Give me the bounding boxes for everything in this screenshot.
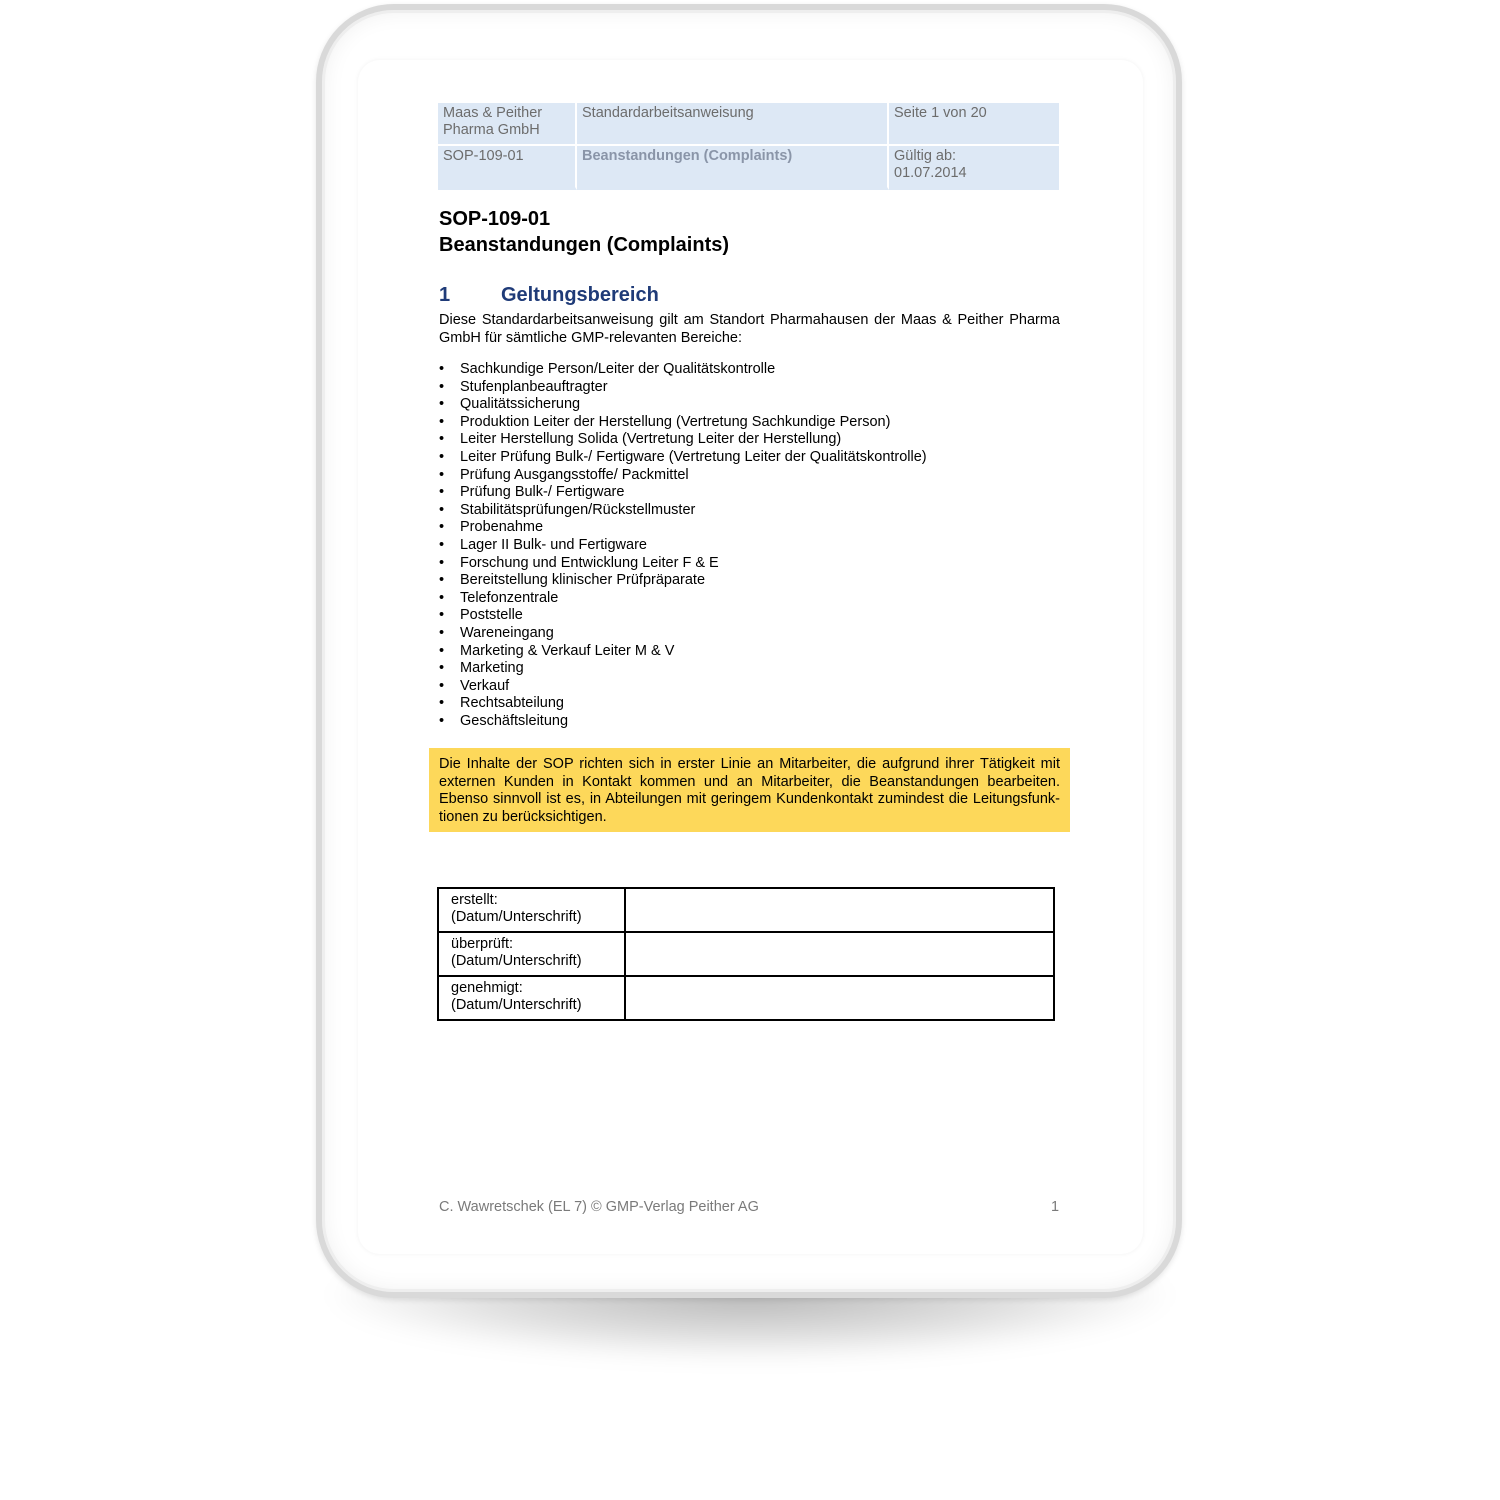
list-item-text: Prüfung Ausgangsstoffe/ Packmittel — [460, 466, 689, 483]
section-title: Geltungsbereich — [501, 284, 659, 306]
header-valid-date: 01.07.2014 — [894, 165, 967, 181]
highlight-note — [429, 748, 1070, 832]
signature-label: erstellt: — [451, 892, 498, 908]
note-line: Ebenso sinnvoll ist es, in Abteilungen mit geringem Kundenkontakt zumindest die Leitungsfunk- — [439, 791, 1060, 807]
list-item-text: Leiter Prüfung Bulk-/ Fertigware (Vertretung Leiter der Qualitätskontrolle) — [460, 448, 927, 465]
list-item-text: Wareneingang — [460, 624, 554, 641]
list-item-text: Sachkundige Person/Leiter der Qualitätskontrolle — [460, 361, 776, 377]
list-item-text: Poststelle — [460, 607, 523, 624]
signature-row — [438, 976, 1054, 1020]
signature-label-cell — [438, 976, 625, 1020]
bullet-icon: • — [439, 589, 445, 606]
bullet-icon: • — [439, 378, 445, 395]
list-item — [439, 449, 927, 467]
list-item-text: Lager II Bulk- und Fertigware — [460, 536, 647, 553]
list-item-text: Telefonzentrale — [460, 589, 559, 606]
bullet-icon: • — [439, 572, 445, 589]
header-page: Seite 1 von 20 — [889, 103, 1059, 146]
document-header-table — [438, 103, 1059, 190]
signature-field[interactable] — [625, 888, 1054, 932]
section-intro: Diese Standardarbeitsanweisung gilt am Standort Pharmahausen der Maas & Peither Pharma GmbH für sämtliche GMP-relevanten Bereiche: — [439, 312, 1060, 346]
bullet-icon: • — [439, 466, 445, 483]
bullet-icon: • — [439, 448, 445, 465]
bullet-icon: • — [439, 677, 445, 694]
list-item — [439, 678, 927, 696]
bullet-icon: • — [439, 484, 445, 501]
note-line: externen Kunden in Kontakt kommen und an Mitarbeiter, die Beanstandungen bearbeiten. — [439, 773, 1060, 790]
bullet-icon: • — [439, 361, 445, 377]
bullet-icon: • — [439, 695, 445, 712]
list-item-text: Leiter Herstellung Solida (Vertretung Leiter der Herstellung) — [460, 431, 842, 448]
scope-list — [439, 361, 927, 730]
header-company: Maas & Peither Pharma GmbH — [438, 103, 577, 146]
bullet-icon: • — [439, 536, 445, 553]
list-item — [439, 361, 927, 379]
bullet-icon: • — [439, 501, 445, 518]
list-item — [439, 484, 927, 502]
list-item-text: Prüfung Bulk-/ Fertigware — [460, 484, 625, 501]
document-id: SOP-109-01 — [439, 208, 551, 230]
list-item-text: Probenahme — [460, 519, 544, 536]
list-item — [439, 555, 927, 573]
signature-sublabel: (Datum/Unterschrift) — [451, 997, 582, 1013]
header-subject: Beanstandungen (Complaints) — [577, 146, 889, 190]
signature-row — [438, 888, 1054, 932]
bullet-icon: • — [439, 607, 445, 624]
document-page[interactable] — [358, 60, 1143, 1254]
bullet-icon: • — [439, 660, 445, 677]
bullet-icon: • — [439, 624, 445, 641]
signature-field[interactable] — [625, 932, 1054, 976]
signature-field[interactable] — [625, 976, 1054, 1020]
list-item — [439, 695, 927, 713]
document-title: Beanstandungen (Complaints) — [439, 234, 730, 256]
signature-label-cell — [438, 932, 625, 976]
section-number: 1 — [439, 284, 451, 306]
list-item — [439, 414, 927, 432]
list-item — [439, 431, 927, 449]
list-item — [439, 396, 927, 414]
list-item — [439, 625, 927, 643]
signature-label-cell — [438, 888, 625, 932]
list-item — [439, 643, 927, 661]
list-item-text: Marketing — [460, 660, 524, 677]
signature-label: genehmigt: — [451, 980, 523, 996]
bullet-icon: • — [439, 712, 445, 729]
note-line: tionen zu berücksichtigen. — [439, 808, 607, 825]
list-item — [439, 537, 927, 555]
list-item-text: Rechtsabteilung — [460, 695, 564, 712]
signature-row — [438, 932, 1054, 976]
signature-sublabel: (Datum/Unterschrift) — [451, 953, 582, 969]
bullet-icon: • — [439, 431, 445, 448]
bullet-icon: • — [439, 642, 445, 659]
list-item-text: Verkauf — [460, 677, 510, 694]
header-valid-from — [889, 146, 1059, 190]
signature-table — [437, 887, 1055, 1021]
header-sop-id: SOP-109-01 — [438, 146, 577, 190]
list-item-text: Geschäftsleitung — [460, 712, 569, 729]
list-item — [439, 467, 927, 485]
list-item-text: Qualitätssicherung — [460, 396, 581, 413]
list-item-text: Forschung und Entwicklung Leiter F & E — [460, 554, 719, 571]
list-item — [439, 519, 927, 537]
bullet-icon: • — [439, 413, 445, 430]
list-item-text: Stufenplanbeauftragter — [460, 378, 608, 395]
list-item — [439, 590, 927, 608]
bullet-icon: • — [439, 396, 445, 413]
footer-author: C. Wawretschek (EL 7) © GMP-Verlag Peither AG — [439, 1199, 759, 1215]
list-item — [439, 502, 927, 520]
note-line: Die Inhalte der SOP richten sich in erster Linie an Mitarbeiter, die aufgrund ihrer Tätigkeit mit — [439, 756, 1060, 772]
list-item-text: Stabilitätsprüfungen/Rückstellmuster — [460, 501, 696, 518]
list-item-text: Bereitstellung klinischer Prüfpräparate — [460, 572, 706, 589]
list-item — [439, 607, 927, 625]
bullet-icon: • — [439, 519, 445, 536]
list-item — [439, 713, 927, 731]
list-item — [439, 660, 927, 678]
footer-page-number: 1 — [1051, 1199, 1060, 1215]
list-item-text: Produktion Leiter der Herstellung (Vertretung Sachkundige Person) — [460, 413, 891, 430]
signature-sublabel: (Datum/Unterschrift) — [451, 909, 582, 925]
signature-label: überprüft: — [451, 936, 514, 952]
header-doc-type: Standardarbeitsanweisung — [577, 103, 889, 146]
list-item — [439, 379, 927, 397]
bullet-icon: • — [439, 554, 445, 571]
header-valid-label: Gültig ab: — [894, 148, 957, 164]
list-item — [439, 572, 927, 590]
list-item-text: Marketing & Verkauf Leiter M & V — [460, 642, 675, 659]
